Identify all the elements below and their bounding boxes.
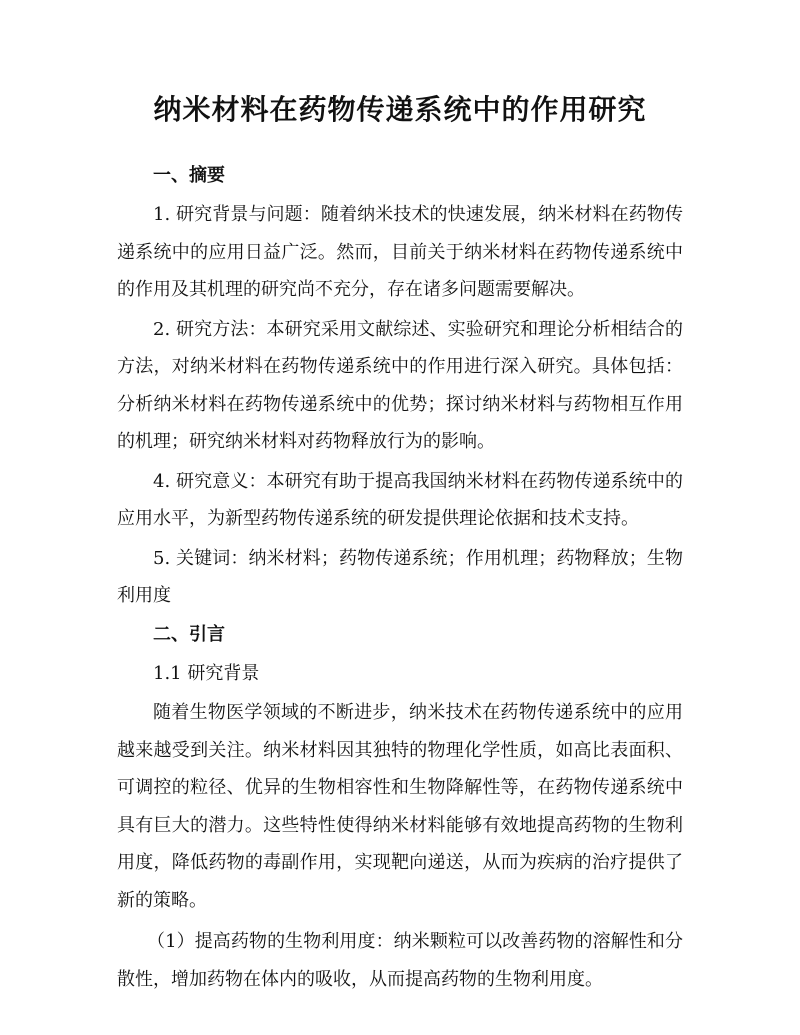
section-heading-abstract: 一、摘要 [153,165,225,186]
section-heading-introduction: 二、引言 [153,623,225,645]
abstract-paragraph: 5. 关键词：纳米材料；药物传递系统；作用机理；药物释放；生物利用度 [117,547,683,606]
document-page [117,88,683,998]
abstract-paragraph: 4. 研究意义：本研究有助于提高我国纳米材料在药物传递系统中的应用水平，为新型药物传递系统的研发提供理论依据和技术支持。 [117,470,683,529]
document-title: 纳米材料在药物传递系统中的作用研究 [153,93,647,126]
introduction-paragraph: 随着生物医学领域的不断进步，纳米技术在药物传递系统中的应用越来越受到关注。纳米材料因其独特的物理化学性质，如高比表面积、可调控的粒径、优异的生物相容性和生物降解性等，在药物传递系统中具有巨大的潜力。这些特性使得纳米材料能够有效地提高药物的生物利用度，降低药物的毒副作用，实现靶向递送，从而为疾病的治疗提供了新的策略。 [117,702,683,911]
introduction-list-item: （1）提高药物的生物利用度：纳米颗粒可以改善药物的溶解性和分散性，增加药物在体内的吸收，从而提高药物的生物利用度。 [117,931,683,990]
abstract-paragraph: 2. 研究方法：本研究采用文献综述、实验研究和理论分析相结合的方法，对纳米材料在药物传递系统中的作用进行深入研究。具体包括：分析纳米材料在药物传递系统中的优势；探讨纳米材料与药物相互作用的机理；研究纳米材料对药物释放行为的影响。 [117,318,683,452]
subsection-heading: 1.1 研究背景 [153,662,260,684]
abstract-paragraph: 1. 研究背景与问题：随着纳米技术的快速发展，纳米材料在药物传递系统中的应用日益广泛。然而，目前关于纳米材料在药物传递系统中的作用及其机理的研究尚不充分，存在诸多问题需要解决。 [117,204,683,300]
